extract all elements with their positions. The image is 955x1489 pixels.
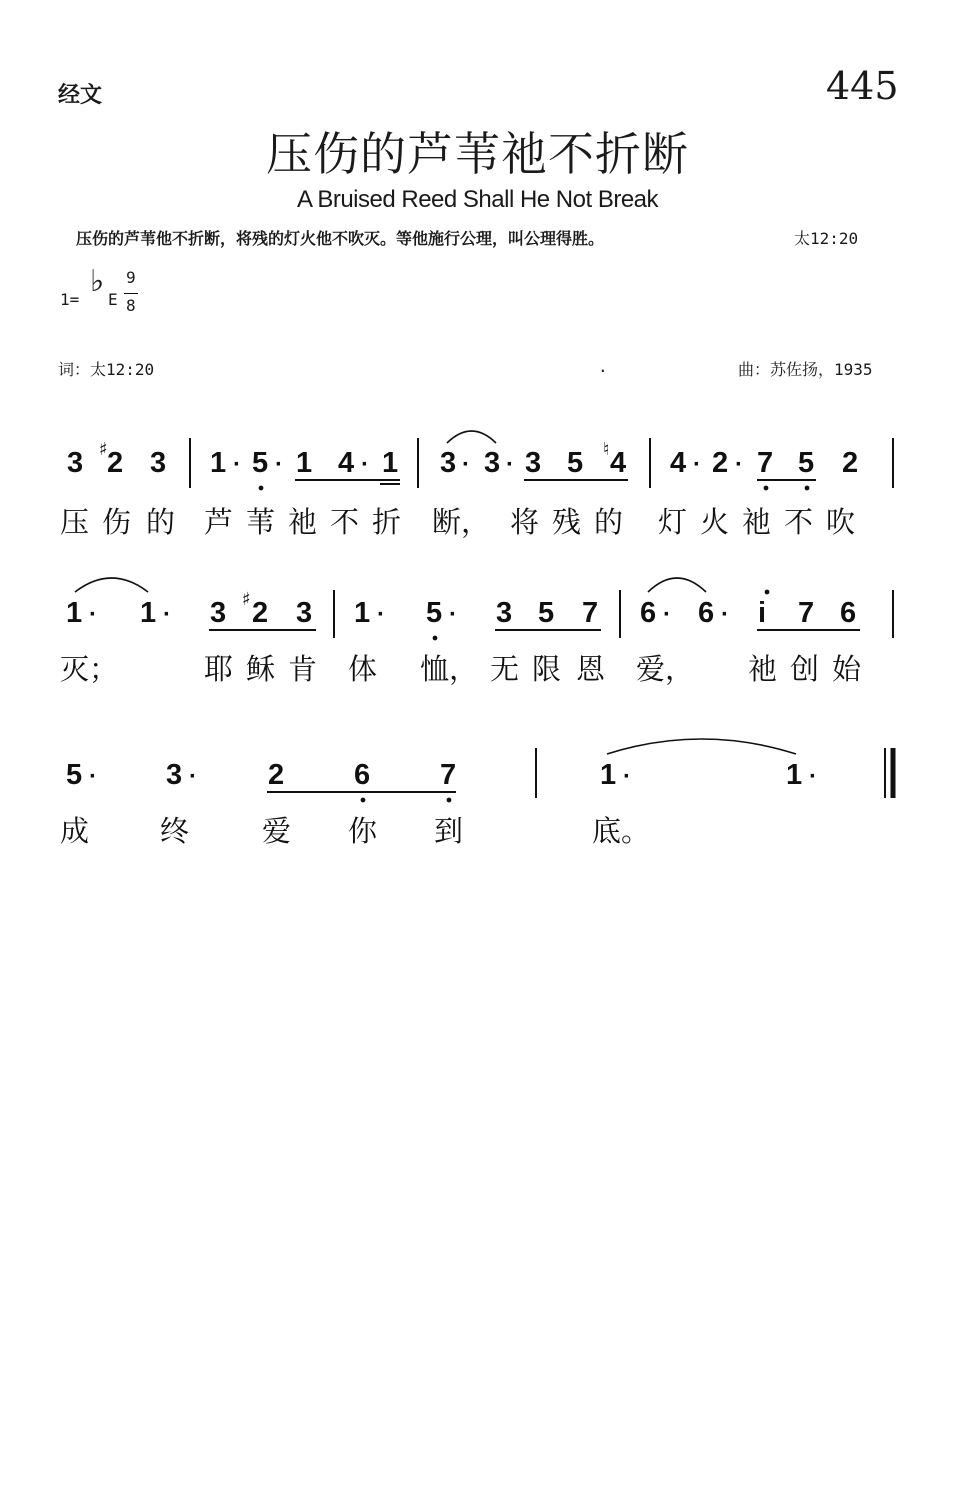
lyric-2-9: 爱，	[636, 652, 695, 686]
lyric-2-0: 灭；	[60, 652, 119, 686]
augmentation-dot: ·	[275, 451, 283, 478]
octave-dot	[805, 486, 810, 491]
lyric-1-9: 将	[510, 505, 540, 539]
note-2-4: 3	[296, 597, 313, 629]
note-2-7: 3	[496, 597, 513, 629]
natural-sign: ♮	[603, 439, 610, 460]
time-sig-bottom: 8	[126, 296, 136, 315]
octave-dot	[764, 486, 769, 491]
lyric-3-5: 底。	[592, 814, 651, 848]
hymn-title: 压伤的芦苇祂不折断	[266, 127, 689, 181]
time-sig-top: 9	[126, 268, 136, 287]
note-1-3: 1	[210, 447, 227, 479]
note-2-8: 5	[538, 597, 555, 629]
tie-arc	[607, 739, 796, 754]
note-1-13: 4	[670, 447, 687, 479]
note-1-14: 2	[712, 447, 729, 479]
octave-dot	[259, 486, 264, 491]
octave-dot	[361, 798, 366, 803]
augmentation-dot: ·	[377, 601, 385, 628]
note-1-10: 3	[525, 447, 542, 479]
lyric-2-10: 祂	[748, 652, 778, 686]
augmentation-dot: ·	[361, 451, 369, 478]
augmentation-dot: ·	[462, 451, 470, 478]
note-2-10: 6	[640, 597, 657, 629]
lyric-1-13: 火	[700, 505, 730, 539]
octave-dot-high	[765, 590, 770, 595]
lyric-3-0: 成	[60, 814, 90, 848]
lyric-1-12: 灯	[658, 505, 688, 539]
key-note: E	[108, 290, 118, 309]
note-3-6: 1	[786, 759, 803, 791]
lyric-2-5: 恤，	[420, 652, 479, 686]
note-2-6: 5	[426, 597, 443, 629]
verse-ref: 太12:20	[794, 229, 859, 248]
augmentation-dot: ·	[735, 451, 743, 478]
lyric-3-3: 你	[348, 814, 378, 848]
lyric-1-11: 的	[594, 505, 624, 539]
note-1-11: 5	[567, 447, 584, 479]
note-2-1: 1	[140, 597, 157, 629]
note-3-4: 7	[440, 759, 457, 791]
hymn-number: 445	[826, 64, 899, 108]
lyric-1-3: 芦	[204, 505, 234, 539]
tie-arc	[648, 578, 706, 592]
octave-dot	[433, 636, 438, 641]
augmentation-dot: ·	[89, 601, 97, 628]
augmentation-dot: ·	[163, 601, 171, 628]
lyric-1-5: 祂	[288, 505, 318, 539]
augmentation-dot: ·	[693, 451, 701, 478]
lyric-2-11: 创	[790, 652, 820, 686]
lyric-2-12: 始	[832, 652, 862, 686]
note-2-11: 6	[698, 597, 715, 629]
lyric-2-8: 恩	[576, 652, 606, 686]
note-3-5: 1	[600, 759, 617, 791]
note-2-3: 2	[252, 597, 269, 629]
lyric-3-4: 到	[434, 814, 464, 848]
lyric-2-4: 体	[348, 652, 378, 686]
lyric-2-3: 肯	[288, 652, 318, 686]
credit-dot: .	[598, 357, 608, 376]
lyric-2-6: 无	[490, 652, 520, 686]
lyric-1-8: 断，	[432, 505, 491, 539]
note-1-8: 3	[440, 447, 457, 479]
augmentation-dot: ·	[506, 451, 514, 478]
flat-sign: ♭	[90, 264, 105, 299]
note-2-2: 3	[210, 597, 227, 629]
lyric-1-15: 不	[784, 505, 814, 539]
note-1-9: 3	[484, 447, 501, 479]
lyric-2-2: 稣	[246, 652, 276, 686]
lyric-1-4: 苇	[246, 505, 276, 539]
section-label: 经文	[58, 83, 103, 108]
note-1-7: 1	[382, 447, 399, 479]
sharp-sign: ♯	[99, 439, 108, 460]
octave-dot	[447, 798, 452, 803]
credit-words: 词：太12:20	[58, 360, 155, 379]
lyric-1-2: 的	[146, 505, 176, 539]
lyric-2-7: 限	[532, 652, 562, 686]
lyric-3-2: 爱	[262, 814, 292, 848]
sharp-sign: ♯	[242, 589, 251, 610]
augmentation-dot: ·	[663, 601, 671, 628]
note-2-12: i	[758, 597, 767, 629]
augmentation-dot: ·	[233, 451, 241, 478]
note-1-2: 3	[150, 447, 167, 479]
augmentation-dot: ·	[809, 763, 817, 790]
lyric-1-10: 残	[552, 505, 582, 539]
lyric-1-0: 压	[60, 505, 90, 539]
lyric-3-1: 终	[160, 814, 190, 848]
tie-arc	[447, 431, 496, 443]
note-1-16: 5	[798, 447, 815, 479]
augmentation-dot: ·	[449, 601, 457, 628]
lyric-1-16: 吹	[826, 505, 856, 539]
augmentation-dot: ·	[89, 763, 97, 790]
note-1-1: 2	[107, 447, 124, 479]
note-2-5: 1	[354, 597, 371, 629]
note-1-17: 2	[842, 447, 859, 479]
note-3-0: 5	[66, 759, 83, 791]
hymn-subtitle: A Bruised Reed Shall He Not Break	[296, 186, 659, 213]
augmentation-dot: ·	[189, 763, 197, 790]
credit-music: 曲：苏佐扬，1935	[738, 360, 873, 379]
note-2-14: 6	[840, 597, 857, 629]
tie-arc	[75, 578, 148, 592]
note-1-6: 4	[338, 447, 355, 479]
lyric-1-14: 祂	[742, 505, 772, 539]
augmentation-dot: ·	[623, 763, 631, 790]
verse-text: 压伤的芦苇他不折断，将残的灯火他不吹灭。等他施行公理，叫公理得胜。	[76, 229, 605, 248]
key-prefix: 1=	[60, 290, 80, 309]
augmentation-dot: ·	[721, 601, 729, 628]
note-3-1: 3	[166, 759, 183, 791]
note-2-9: 7	[582, 597, 599, 629]
lyric-1-7: 折	[372, 505, 402, 539]
note-2-0: 1	[66, 597, 83, 629]
note-1-15: 7	[757, 447, 774, 479]
note-3-3: 6	[354, 759, 371, 791]
lyric-1-1: 伤	[102, 505, 132, 539]
note-1-5: 1	[296, 447, 313, 479]
note-2-13: 7	[798, 597, 815, 629]
note-1-12: 4	[610, 447, 627, 479]
note-1-4: 5	[252, 447, 269, 479]
lyric-1-6: 不	[330, 505, 360, 539]
note-3-2: 2	[268, 759, 285, 791]
note-1-0: 3	[67, 447, 84, 479]
lyric-2-1: 耶	[204, 652, 234, 686]
